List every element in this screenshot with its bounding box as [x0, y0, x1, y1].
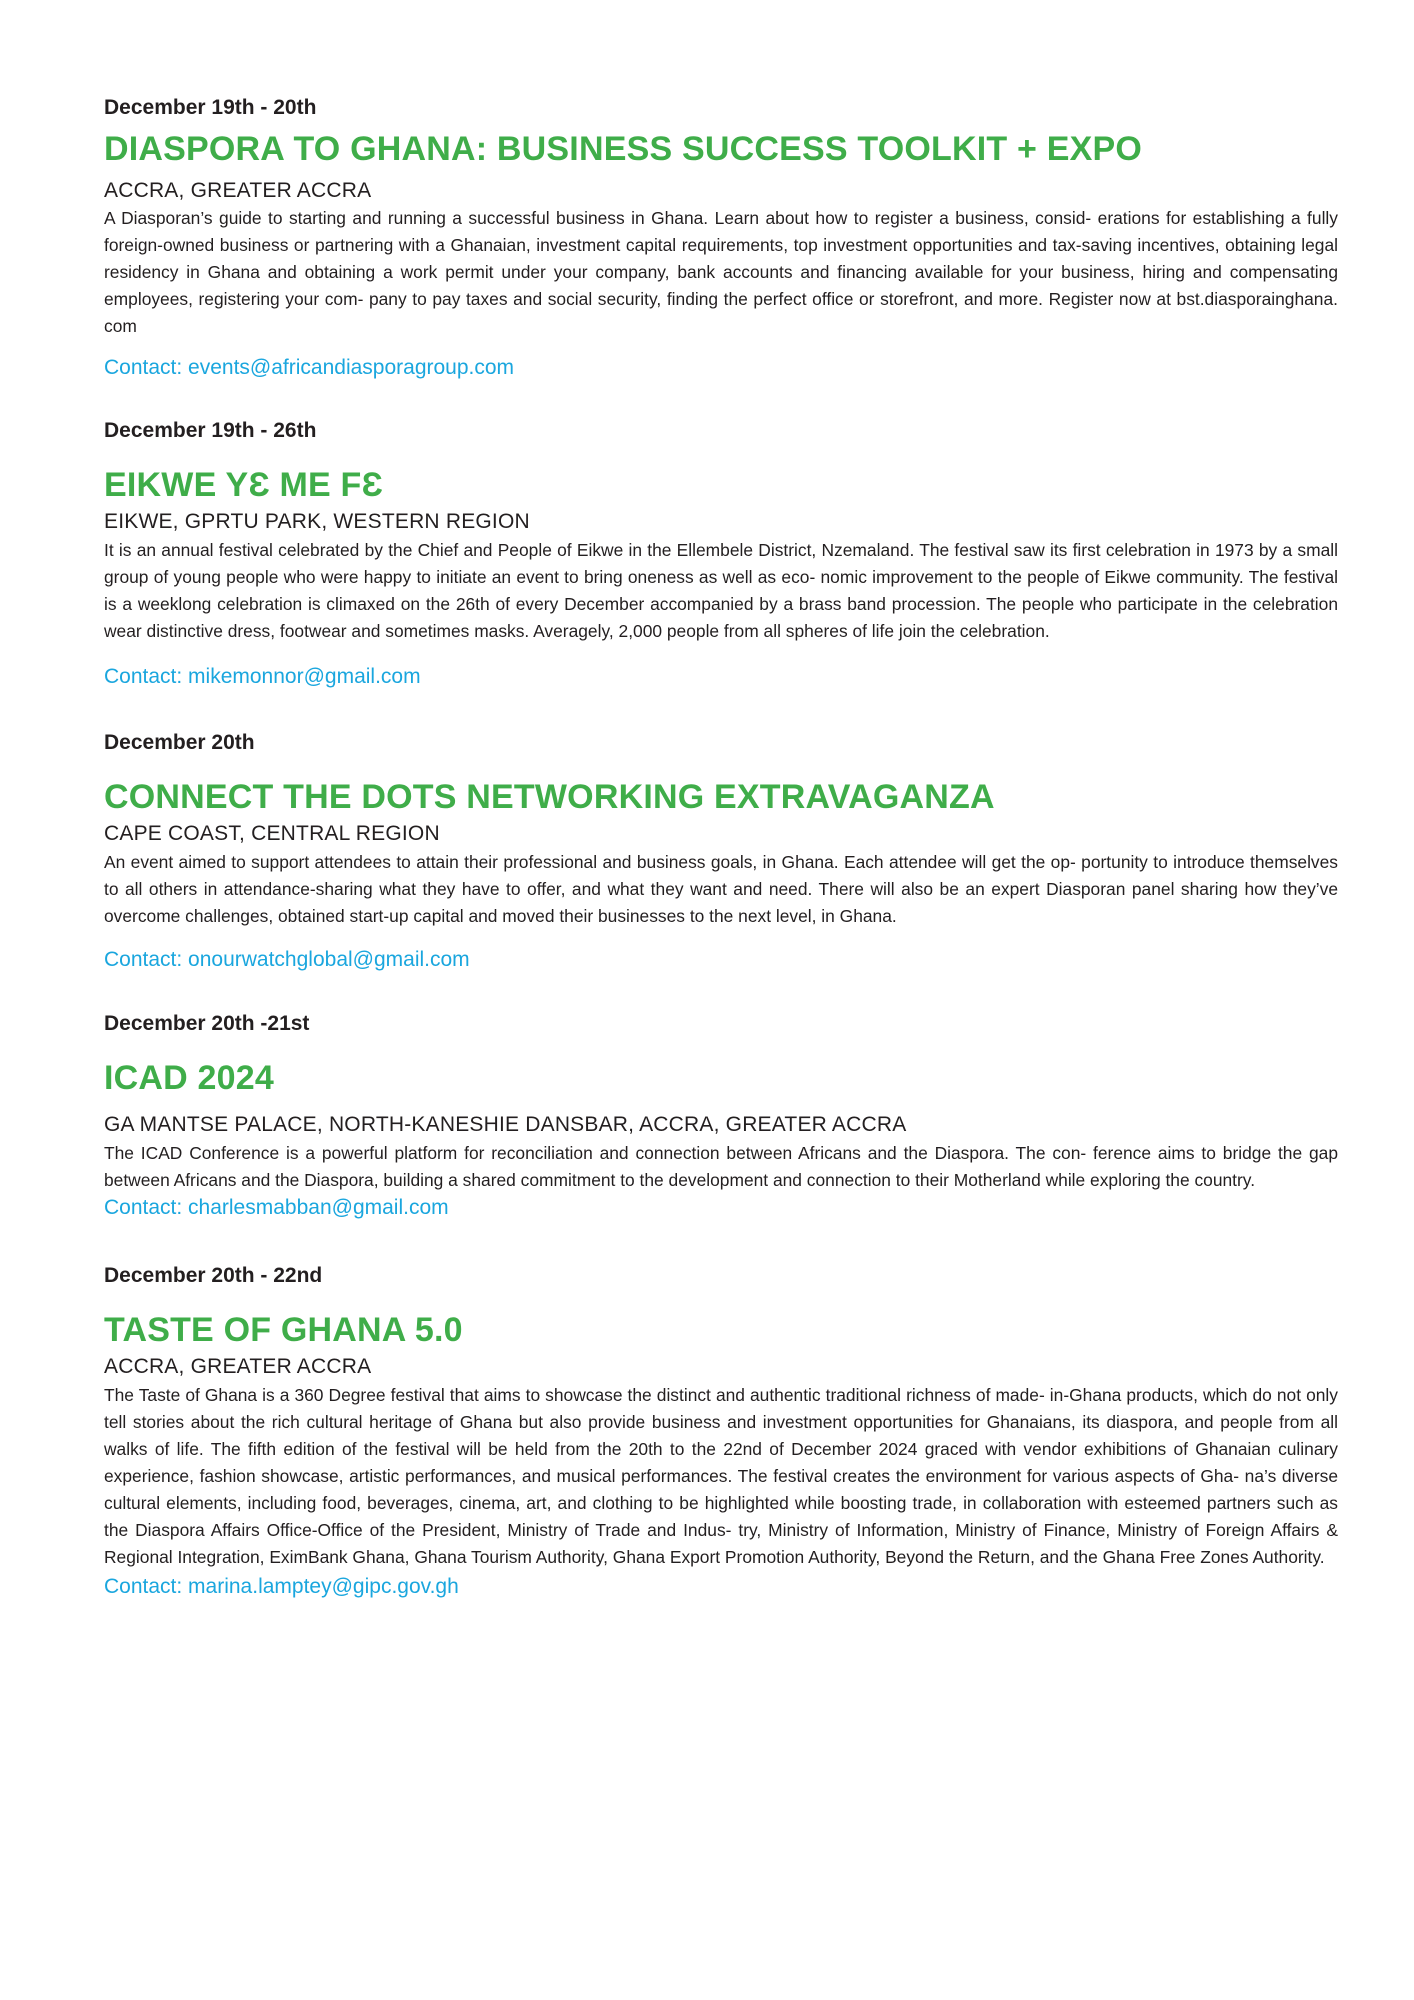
event-eikwe-ye-me-fe: [104, 417, 1338, 691]
event-diaspora-to-ghana: [104, 94, 1338, 382]
event-date: December 20th - 22nd: [104, 1264, 323, 1287]
event-description: The Taste of Ghana is a 360 Degree festival that aims to showcase the distinct and authentic traditional richness of made- in-Ghana products, which do not only tell stories about the rich cultural heritage of Ghana but also provide business and investment opportunities for Ghanaians, its diaspora, and people from all walks of life. The fifth edition of the festival will be held from the 20th to the 22nd of December 2024 graced with vendor exhibitions of Ghanaian culinary experience, fashion showcase, artistic performances, and musical performances. The festival creates the environment for various aspects of Gha- na’s diverse cultural elements, including food, beverages, cinema, art, and clothing to be highlighted while boosting trade, in collaboration with esteemed partners such as the Diaspora Affairs Office-Office of the President, Ministry of Trade and Indus- try, Ministry of Information, Ministry of Finance, Ministry of Foreign Affairs & Regional Integration, EximBank Ghana, Ghana Tourism Authority, Ghana Export Promotion Authority, Beyond the Return, and the Ghana Free Zones Authority.: [104, 1385, 1338, 1567]
event-title: EIKWE YƐ ME FƐ: [104, 466, 384, 504]
event-date: December 20th: [104, 731, 255, 754]
event-date: December 19th - 26th: [104, 419, 317, 442]
event-taste-of-ghana: [104, 1262, 1338, 1601]
event-icad-2024: [104, 1010, 1338, 1222]
event-title: CONNECT THE DOTS NETWORKING EXTRAVAGANZA: [104, 778, 995, 816]
event-location: CAPE COAST, CENTRAL REGION: [104, 822, 440, 845]
event-location: EIKWE, GPRTU PARK, WESTERN REGION: [104, 510, 530, 533]
event-description: A Diasporan’s guide to starting and running a successful business in Ghana. Learn about how to register a business, consid- erations for establishing a fully foreign-owned business or partnering with a Ghanaian, investment capital requirements, top investment opportunities and tax-saving incentives, obtaining legal residency in Ghana and obtaining a work permit under your company, bank accounts and financing available for your business, hiring and compensating employees, registering your com- pany to pay taxes and social security, finding the perfect office or storefront, and more. Register now at bst.diasporainghana. com: [104, 208, 1338, 336]
event-location: ACCRA, GREATER ACCRA: [104, 1355, 372, 1378]
event-contact[interactable]: Contact: events@africandiasporagroup.com: [104, 356, 515, 379]
event-contact[interactable]: Contact: marina.lamptey@gipc.gov.gh: [104, 1575, 459, 1598]
event-date: December 20th -21st: [104, 1012, 310, 1035]
event-title: ICAD 2024: [104, 1059, 274, 1097]
event-location: ACCRA, GREATER ACCRA: [104, 179, 372, 202]
event-description: It is an annual festival celebrated by the Chief and People of Eikwe in the Ellembele District, Nzemaland. The festival saw its first celebration in 1973 by a small group of young people who were happy to initiate an event to bring oneness as well as eco- nomic improvement to the people of Eikwe community. The festival is a weeklong celebration is climaxed on the 26th of every December accompanied by a brass band procession. The people who participate in the celebration wear distinctive dress, footwear and sometimes masks. Averagely, 2,000 people from all spheres of life join the celebration.: [104, 540, 1338, 641]
event-connect-the-dots: [104, 729, 1338, 974]
event-location: GA MANTSE PALACE, NORTH-KANESHIE DANSBAR, ACCRA, GREATER ACCRA: [104, 1113, 907, 1136]
event-contact[interactable]: Contact: charlesmabban@gmail.com: [104, 1196, 449, 1219]
event-title: TASTE OF GHANA 5.0: [104, 1311, 463, 1349]
event-contact[interactable]: Contact: onourwatchglobal@gmail.com: [104, 948, 470, 971]
event-description: An event aimed to support attendees to attain their professional and business goals, in Ghana. Each attendee will get the op- portunity to introduce themselves to all others in attendance-sharing what they have to offer, and what they want and need. There will also be an expert Diasporan panel sharing how they’ve overcome challenges, obtained start-up capital and moved their businesses to the next level, in Ghana.: [104, 852, 1338, 926]
event-contact[interactable]: Contact: mikemonnor@gmail.com: [104, 665, 421, 688]
event-title: DIASPORA TO GHANA: BUSINESS SUCCESS TOOLKIT + EXPO: [104, 130, 1143, 168]
event-description: The ICAD Conference is a powerful platform for reconciliation and connection between Africans and the Diaspora. The con- ference aims to bridge the gap between Africans and the Diaspora, building a shared commitment to the development and connection to their Motherland while exploring the country.: [104, 1143, 1338, 1190]
event-date: December 19th - 20th: [104, 96, 317, 119]
